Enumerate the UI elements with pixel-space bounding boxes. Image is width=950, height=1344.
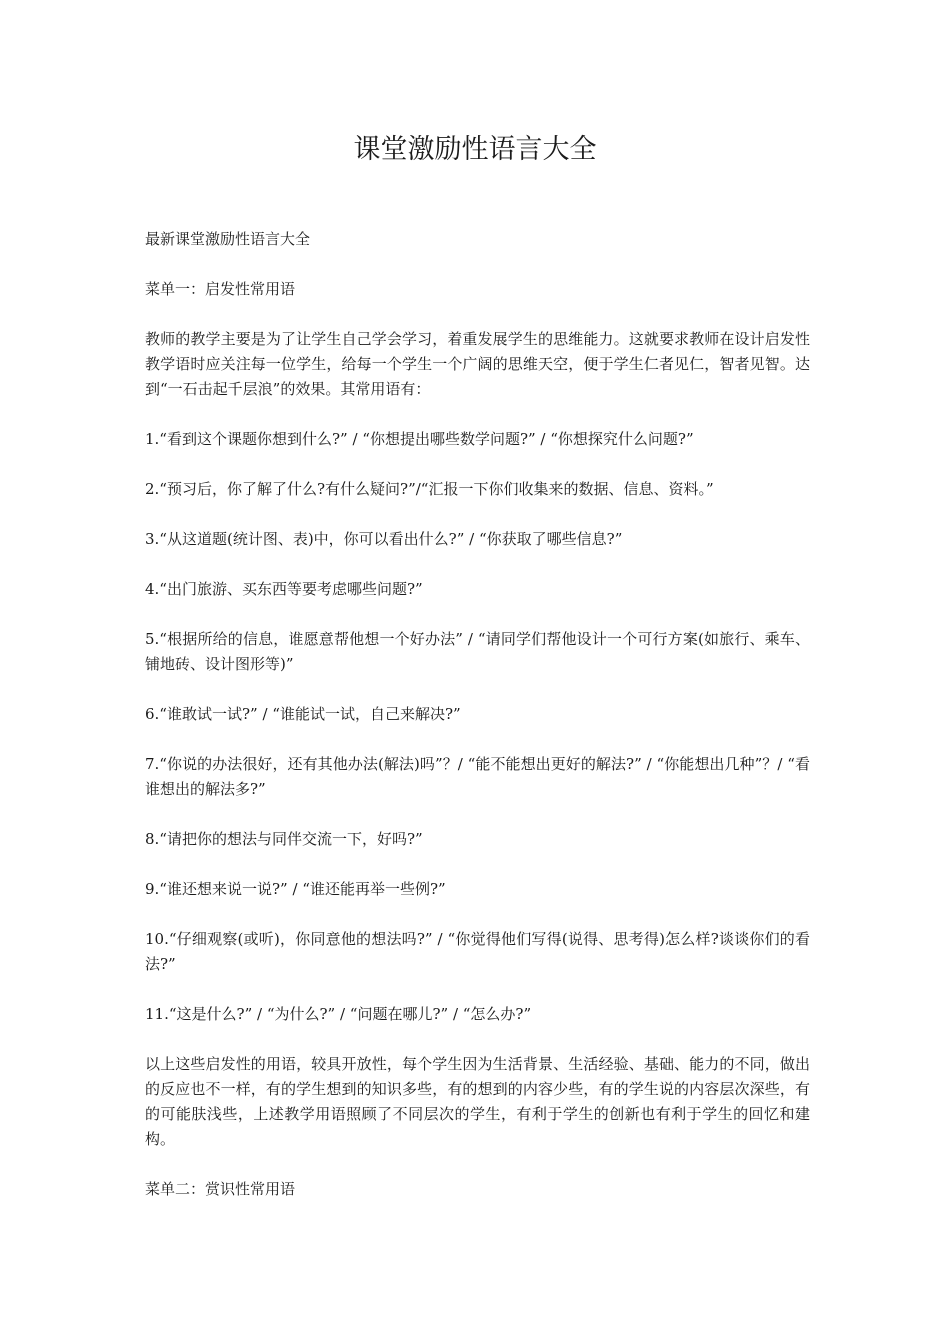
list-item-1: 1.“看到这个课题你想到什么?” / “你想提出哪些数学问题?” / “你想探究什么问题?”	[145, 430, 694, 448]
section-heading-menu-one: 菜单一：启发性常用语	[145, 280, 296, 298]
list-item-8: 8.“请把你的想法与同伴交流一下，好吗?”	[145, 830, 423, 848]
list-item-7: 7.“你说的办法很好，还有其他办法(解法)吗”？/ “能不能想出更好的解法?” / “你能想出几种”？/ “看谁想出的解法多?”	[145, 755, 810, 798]
document-title: 课堂激励性语言大全	[353, 134, 597, 165]
document-body	[145, 227, 810, 1227]
list-item-5: 5.“根据所给的信息，谁愿意帮他想一个好办法” / “请同学们帮他设计一个可行方案(如旅行、乘车、铺地砖、设计图形等)”	[145, 630, 810, 673]
list-item-11: 11.“这是什么?” / “为什么?” / “问题在哪儿?” / “怎么办?”	[145, 1005, 532, 1023]
section-heading-menu-two: 菜单二：赏识性常用语	[145, 1180, 296, 1198]
intro-paragraph: 教师的教学主要是为了让学生自己学会学习，着重发展学生的思维能力。这就要求教师在设计启发性教学语时应关注每一位学生，给每一个学生一个广阔的思维天空，便于学生仁者见仁，智者见智。达到“一石击起千层浪”的效果。其常用语有：	[145, 330, 810, 398]
subtitle-paragraph: 最新课堂激励性语言大全	[145, 230, 311, 248]
list-item-10: 10.“仔细观察(或听)，你同意他的想法吗?” / “你觉得他们写得(说得、思考得)怎么样?谈谈你们的看法?”	[145, 930, 810, 973]
summary-paragraph: 以上这些启发性的用语，较具开放性，每个学生因为生活背景、生活经验、基础、能力的不同，做出的反应也不一样，有的学生想到的知识多些，有的想到的内容少些，有的学生说的内容层次深些，有的可能肤浅些，上述教学用语照顾了不同层次的学生，有利于学生的创新也有利于学生的回忆和建构。	[145, 1055, 810, 1148]
list-item-4: 4.“出门旅游、买东西等要考虑哪些问题?”	[145, 580, 423, 598]
list-item-3: 3.“从这道题(统计图、表)中，你可以看出什么?” / “你获取了哪些信息?”	[145, 530, 623, 548]
list-item-2: 2.“预习后，你了解了什么?有什么疑问?”/“汇报一下你们收集来的数据、信息、资料。”	[145, 480, 714, 498]
list-item-9: 9.“谁还想来说一说?” / “谁还能再举一些例?”	[145, 880, 446, 898]
list-item-6: 6.“谁敢试一试?” / “谁能试一试，自己来解决?”	[145, 705, 461, 723]
